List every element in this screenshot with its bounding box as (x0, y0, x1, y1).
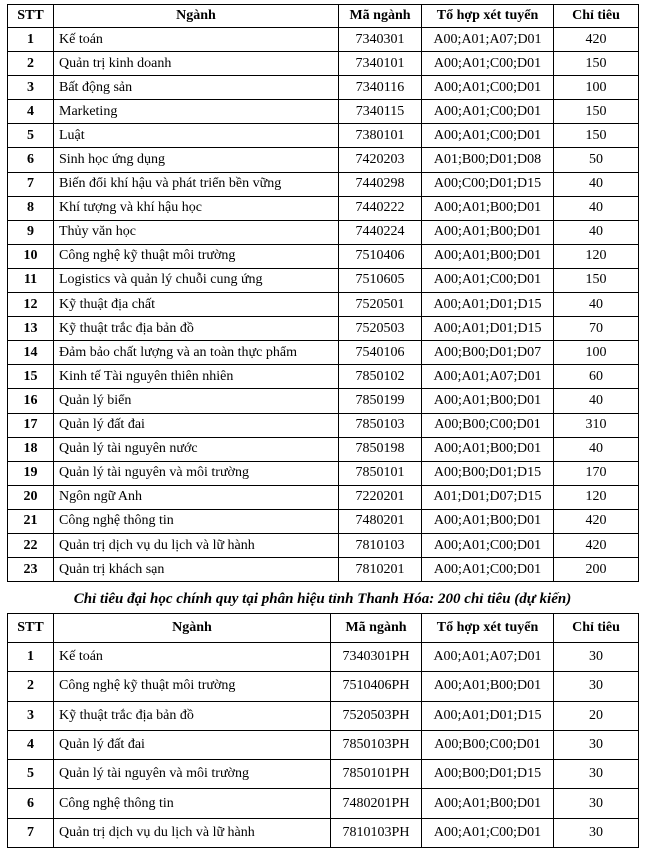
header-chi-tieu: Chỉ tiêu (554, 614, 639, 643)
branch-table-caption: Chỉ tiêu đại học chính quy tại phân hiệu tỉnh Thanh Hóa: 200 chỉ tiêu (dự kiến) (73, 591, 572, 607)
row-to-hop: A00;A01;C00;D01 (422, 100, 554, 124)
table-row (8, 485, 639, 509)
header-ma-nganh: Mã ngành (339, 5, 422, 28)
header-stt: STT (8, 5, 54, 28)
row-stt: 21 (8, 509, 54, 533)
row-nganh: Quản trị khách sạn (54, 558, 339, 582)
row-nganh: Bất động sản (54, 76, 339, 100)
row-nganh: Kinh tế Tài nguyên thiên nhiên (54, 365, 339, 389)
row-to-hop: A00;A01;B00;D01 (422, 509, 554, 533)
row-stt: 6 (8, 789, 54, 818)
row-chi-tieu: 40 (554, 437, 639, 461)
row-ma-nganh: 7520501 (339, 293, 422, 317)
row-chi-tieu: 20 (554, 701, 639, 730)
row-nganh: Kế toán (54, 28, 339, 52)
row-nganh: Khí tượng và khí hậu học (54, 196, 339, 220)
row-ma-nganh: 7340115 (339, 100, 422, 124)
row-ma-nganh: 7850103 (339, 413, 422, 437)
row-ma-nganh: 7220201 (339, 485, 422, 509)
row-stt: 2 (8, 52, 54, 76)
row-to-hop: A00;A01;C00;D01 (422, 76, 554, 100)
row-nganh: Công nghệ thông tin (54, 789, 331, 818)
row-to-hop: A00;A01;D01;D15 (422, 293, 554, 317)
row-ma-nganh: 7510605 (339, 268, 422, 292)
row-chi-tieu: 30 (554, 672, 639, 701)
table-body (8, 643, 639, 848)
table-row (8, 28, 639, 52)
row-ma-nganh: 7850198 (339, 437, 422, 461)
row-stt: 20 (8, 485, 54, 509)
table-header-row (8, 614, 639, 643)
row-chi-tieu: 420 (554, 509, 639, 533)
row-ma-nganh: 7510406PH (331, 672, 422, 701)
row-to-hop: A00;A01;D01;D15 (422, 701, 554, 730)
row-ma-nganh: 7810103 (339, 533, 422, 557)
row-stt: 5 (8, 124, 54, 148)
row-chi-tieu: 170 (554, 461, 639, 485)
row-stt: 3 (8, 701, 54, 730)
row-stt: 7 (8, 818, 54, 847)
row-chi-tieu: 30 (554, 730, 639, 759)
admission-quota-table-main (7, 4, 639, 582)
row-to-hop: A00;A01;C00;D01 (422, 533, 554, 557)
row-to-hop: A00;B00;C00;D01 (422, 413, 554, 437)
row-chi-tieu: 30 (554, 789, 639, 818)
row-chi-tieu: 100 (554, 76, 639, 100)
row-chi-tieu: 70 (554, 317, 639, 341)
row-chi-tieu: 60 (554, 365, 639, 389)
row-ma-nganh: 7810201 (339, 558, 422, 582)
row-nganh: Quản lý biển (54, 389, 339, 413)
row-ma-nganh: 7850103PH (331, 730, 422, 759)
row-ma-nganh: 7440298 (339, 172, 422, 196)
table-row (8, 533, 639, 557)
table-row (8, 293, 639, 317)
row-chi-tieu: 150 (554, 100, 639, 124)
row-to-hop: A01;B00;D01;D08 (422, 148, 554, 172)
row-to-hop: A00;A01;C00;D01 (422, 268, 554, 292)
row-nganh: Quản lý tài nguyên và môi trường (54, 760, 331, 789)
row-stt: 1 (8, 643, 54, 672)
row-stt: 19 (8, 461, 54, 485)
row-ma-nganh: 7420203 (339, 148, 422, 172)
header-to-hop: Tổ hợp xét tuyển (422, 5, 554, 28)
row-stt: 10 (8, 244, 54, 268)
row-to-hop: A00;A01;C00;D01 (422, 124, 554, 148)
row-ma-nganh: 7510406 (339, 244, 422, 268)
table-row (8, 76, 639, 100)
row-ma-nganh: 7340101 (339, 52, 422, 76)
table-row (8, 172, 639, 196)
row-to-hop: A00;A01;A07;D01 (422, 365, 554, 389)
row-ma-nganh: 7520503PH (331, 701, 422, 730)
row-nganh: Sinh học ứng dụng (54, 148, 339, 172)
row-nganh: Quản trị dịch vụ du lịch và lữ hành (54, 533, 339, 557)
table-body (8, 28, 639, 582)
row-nganh: Kỹ thuật trắc địa bản đồ (54, 701, 331, 730)
row-stt: 8 (8, 196, 54, 220)
row-chi-tieu: 200 (554, 558, 639, 582)
row-nganh: Ngôn ngữ Anh (54, 485, 339, 509)
table-row (8, 437, 639, 461)
row-to-hop: A00;A01;B00;D01 (422, 789, 554, 818)
row-to-hop: A00;A01;B00;D01 (422, 672, 554, 701)
row-ma-nganh: 7440224 (339, 220, 422, 244)
row-nganh: Quản trị dịch vụ du lịch và lữ hành (54, 818, 331, 847)
table-row (8, 760, 639, 789)
row-stt: 13 (8, 317, 54, 341)
header-to-hop: Tổ hợp xét tuyển (422, 614, 554, 643)
row-chi-tieu: 310 (554, 413, 639, 437)
row-ma-nganh: 7520503 (339, 317, 422, 341)
row-ma-nganh: 7540106 (339, 341, 422, 365)
row-ma-nganh: 7480201 (339, 509, 422, 533)
row-stt: 9 (8, 220, 54, 244)
table-row (8, 389, 639, 413)
row-nganh: Quản lý đất đai (54, 730, 331, 759)
row-nganh: Logistics và quản lý chuỗi cung ứng (54, 268, 339, 292)
row-stt: 12 (8, 293, 54, 317)
row-ma-nganh: 7850102 (339, 365, 422, 389)
row-to-hop: A00;B00;D01;D07 (422, 341, 554, 365)
row-to-hop: A00;B00;C00;D01 (422, 730, 554, 759)
row-to-hop: A00;A01;B00;D01 (422, 196, 554, 220)
row-ma-nganh: 7850199 (339, 389, 422, 413)
row-nganh: Marketing (54, 100, 339, 124)
table-row (8, 413, 639, 437)
row-chi-tieu: 30 (554, 818, 639, 847)
table-row (8, 124, 639, 148)
table-row (8, 461, 639, 485)
table-row (8, 818, 639, 847)
row-nganh: Công nghệ kỹ thuật môi trường (54, 672, 331, 701)
row-ma-nganh: 7380101 (339, 124, 422, 148)
row-ma-nganh: 7340301 (339, 28, 422, 52)
row-stt: 23 (8, 558, 54, 582)
row-nganh: Quản lý đất đai (54, 413, 339, 437)
row-chi-tieu: 50 (554, 148, 639, 172)
table-row (8, 317, 639, 341)
row-to-hop: A00;A01;C00;D01 (422, 818, 554, 847)
row-stt: 7 (8, 172, 54, 196)
table-row (8, 558, 639, 582)
row-nganh: Thủy văn học (54, 220, 339, 244)
row-stt: 22 (8, 533, 54, 557)
row-nganh: Quản lý tài nguyên nước (54, 437, 339, 461)
row-to-hop: A00;C00;D01;D15 (422, 172, 554, 196)
row-nganh: Kỹ thuật địa chất (54, 293, 339, 317)
row-ma-nganh: 7850101 (339, 461, 422, 485)
table-row (8, 341, 639, 365)
row-to-hop: A00;A01;C00;D01 (422, 558, 554, 582)
table-row (8, 268, 639, 292)
row-chi-tieu: 120 (554, 485, 639, 509)
table-row (8, 672, 639, 701)
row-to-hop: A00;A01;C00;D01 (422, 52, 554, 76)
row-ma-nganh: 7340116 (339, 76, 422, 100)
row-nganh: Kế toán (54, 643, 331, 672)
row-nganh: Luật (54, 124, 339, 148)
header-nganh: Ngành (54, 614, 331, 643)
row-nganh: Công nghệ kỹ thuật môi trường (54, 244, 339, 268)
row-to-hop: A01;D01;D07;D15 (422, 485, 554, 509)
row-stt: 6 (8, 148, 54, 172)
table-row (8, 643, 639, 672)
table-row (8, 196, 639, 220)
row-to-hop: A00;A01;A07;D01 (422, 643, 554, 672)
row-stt: 3 (8, 76, 54, 100)
row-stt: 4 (8, 100, 54, 124)
row-chi-tieu: 30 (554, 643, 639, 672)
row-chi-tieu: 40 (554, 196, 639, 220)
row-stt: 4 (8, 730, 54, 759)
row-chi-tieu: 150 (554, 124, 639, 148)
table-row (8, 789, 639, 818)
header-stt: STT (8, 614, 54, 643)
table-row (8, 365, 639, 389)
row-stt: 2 (8, 672, 54, 701)
row-chi-tieu: 100 (554, 341, 639, 365)
row-to-hop: A00;A01;B00;D01 (422, 244, 554, 268)
row-to-hop: A00;B00;D01;D15 (422, 461, 554, 485)
row-chi-tieu: 150 (554, 268, 639, 292)
row-stt: 11 (8, 268, 54, 292)
row-nganh: Biến đổi khí hậu và phát triển bền vững (54, 172, 339, 196)
row-stt: 5 (8, 760, 54, 789)
row-chi-tieu: 120 (554, 244, 639, 268)
row-to-hop: A00;B00;D01;D15 (422, 760, 554, 789)
table-row (8, 52, 639, 76)
row-to-hop: A00;A01;D01;D15 (422, 317, 554, 341)
row-chi-tieu: 150 (554, 52, 639, 76)
row-ma-nganh: 7440222 (339, 196, 422, 220)
row-stt: 15 (8, 365, 54, 389)
row-ma-nganh: 7340301PH (331, 643, 422, 672)
row-to-hop: A00;A01;B00;D01 (422, 389, 554, 413)
row-to-hop: A00;A01;B00;D01 (422, 220, 554, 244)
row-to-hop: A00;A01;B00;D01 (422, 437, 554, 461)
row-nganh: Kỹ thuật trắc địa bản đồ (54, 317, 339, 341)
row-nganh: Quản lý tài nguyên và môi trường (54, 461, 339, 485)
row-stt: 14 (8, 341, 54, 365)
row-chi-tieu: 40 (554, 389, 639, 413)
row-chi-tieu: 30 (554, 760, 639, 789)
row-to-hop: A00;A01;A07;D01 (422, 28, 554, 52)
row-stt: 17 (8, 413, 54, 437)
table-row (8, 701, 639, 730)
row-nganh: Công nghệ thông tin (54, 509, 339, 533)
row-chi-tieu: 40 (554, 172, 639, 196)
row-chi-tieu: 40 (554, 293, 639, 317)
row-ma-nganh: 7810103PH (331, 818, 422, 847)
row-ma-nganh: 7850101PH (331, 760, 422, 789)
row-nganh: Đảm bảo chất lượng và an toàn thực phẩm (54, 341, 339, 365)
table-row (8, 730, 639, 759)
header-nganh: Ngành (54, 5, 339, 28)
row-chi-tieu: 420 (554, 533, 639, 557)
table-row (8, 100, 639, 124)
row-nganh: Quản trị kinh doanh (54, 52, 339, 76)
header-ma-nganh: Mã ngành (331, 614, 422, 643)
table-row (8, 148, 639, 172)
table-row (8, 244, 639, 268)
row-stt: 16 (8, 389, 54, 413)
row-ma-nganh: 7480201PH (331, 789, 422, 818)
row-stt: 18 (8, 437, 54, 461)
table-header-row (8, 5, 639, 28)
row-chi-tieu: 40 (554, 220, 639, 244)
row-stt: 1 (8, 28, 54, 52)
table-row (8, 220, 639, 244)
row-chi-tieu: 420 (554, 28, 639, 52)
header-chi-tieu: Chỉ tiêu (554, 5, 639, 28)
table-row (8, 509, 639, 533)
admission-quota-table-branch (7, 613, 639, 848)
